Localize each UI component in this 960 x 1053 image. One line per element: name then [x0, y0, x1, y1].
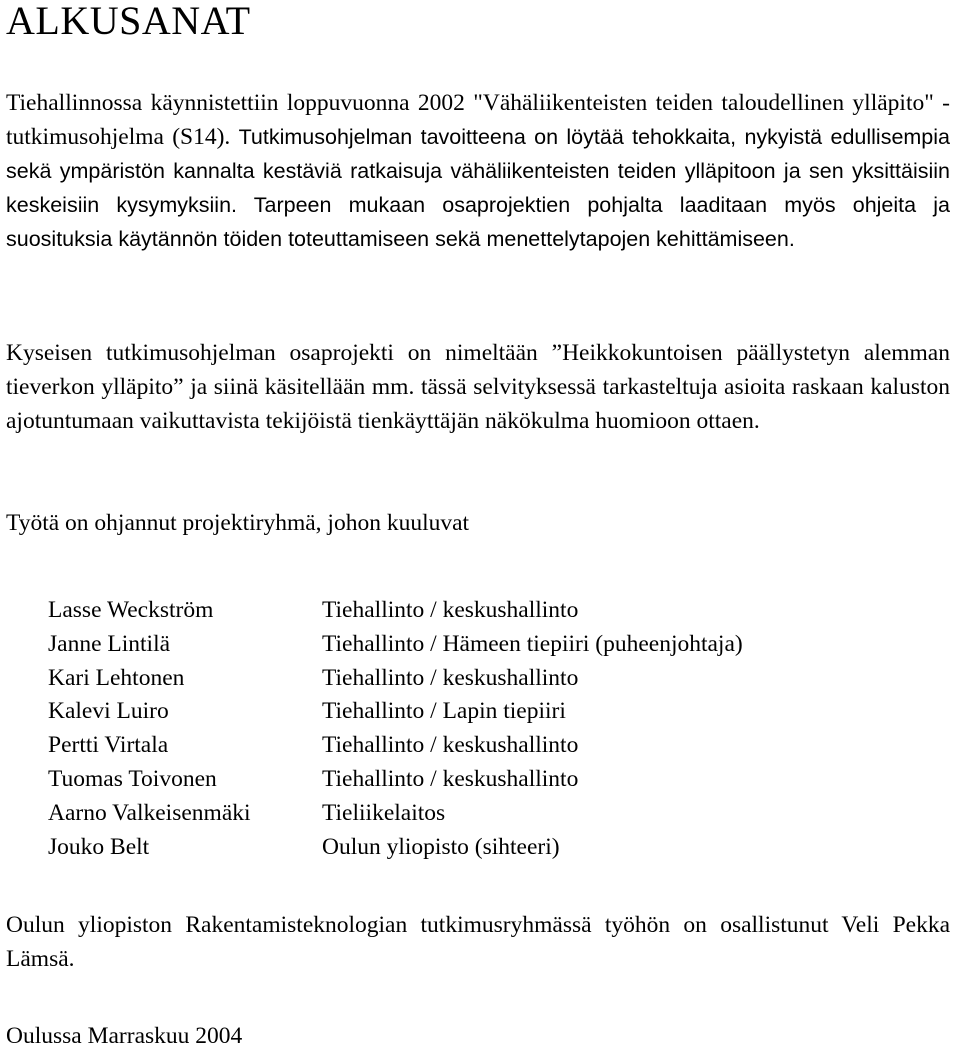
member-row [48, 695, 743, 729]
subproject-paragraph: Kyseisen tutkimusohjelman osaprojekti on nimeltään ”Heikkokuntoisen päällystetyn alemman tieverkon ylläpito” ja siinä käsitellään mm. tässä selvityksessä tarkasteltuja asioita raskaan kaluston ajotuntumaan vaikuttavista tekijöistä tienkäyttäjän näkökulma huomioon ottaen. [6, 340, 950, 434]
member-organization: Tiehallinto / Hämeen tiepiiri (puheenjohtaja) [322, 630, 743, 657]
member-row [48, 729, 743, 763]
member-row [48, 662, 743, 696]
member-name: Lasse Weckström [48, 597, 214, 623]
intro-paragraph [6, 86, 950, 256]
member-organization: Tieliikelaitos [322, 799, 446, 826]
member-organization: Tiehallinto / keskushallinto [322, 732, 579, 759]
member-organization: Tiehallinto / keskushallinto [322, 765, 579, 792]
member-organization: Tiehallinto / keskushallinto [322, 597, 579, 623]
project-group-list [48, 594, 743, 864]
document-page [6, 0, 954, 1049]
member-row [48, 797, 743, 831]
member-organization: Oulun yliopisto (sihteeri) [322, 833, 560, 860]
member-name: Tuomas Toivonen [48, 765, 217, 792]
intro-paragraph-part2: Tutkimusohjelman tavoitteena on löytää tehokkaita, nykyistä edullisempia sekä ympäristön kannalta kestäviä ratkaisuja vähäliikenteisten teiden ylläpitoon ja sen yksittäisiin keskeisiin kysymyksiin. Tarpeen mukaan osaprojektien pohjalta laaditaan myös ohjeita ja suosituksia käytännön töiden toteuttamiseen sekä menettelytapojen kehittämiseen. [6, 125, 950, 251]
member-row [48, 594, 743, 628]
project-group-intro: Työtä on ohjannut projektiryhmä, johon kuuluvat [6, 510, 470, 536]
member-row [48, 628, 743, 662]
member-name: Janne Lintilä [48, 630, 171, 657]
member-organization: Tiehallinto / keskushallinto [322, 664, 579, 691]
member-row [48, 831, 743, 865]
intro-paragraph-part1: Tiehallinnossa käynnistettiin loppuvuonna 2002 "Vähäliikenteisten teiden taloudellinen ylläpito" -tutkimusohjelma (S14). [6, 90, 950, 150]
member-row [48, 763, 743, 797]
member-name: Pertti Virtala [48, 732, 169, 759]
member-name: Jouko Belt [48, 833, 150, 860]
participant-paragraph: Oulun yliopiston Rakentamisteknologian tutkimusryhmässä työhön on osallistunut Veli Pekka Lämsä. [6, 912, 950, 972]
signature-line: Oulussa Marraskuu 2004 [6, 1023, 243, 1049]
member-name: Kalevi Luiro [48, 698, 169, 725]
document-title: ALKUSANAT [6, 0, 251, 43]
member-name: Aarno Valkeisenmäki [48, 799, 251, 826]
member-name: Kari Lehtonen [48, 664, 185, 691]
member-organization: Tiehallinto / Lapin tiepiiri [322, 698, 566, 725]
